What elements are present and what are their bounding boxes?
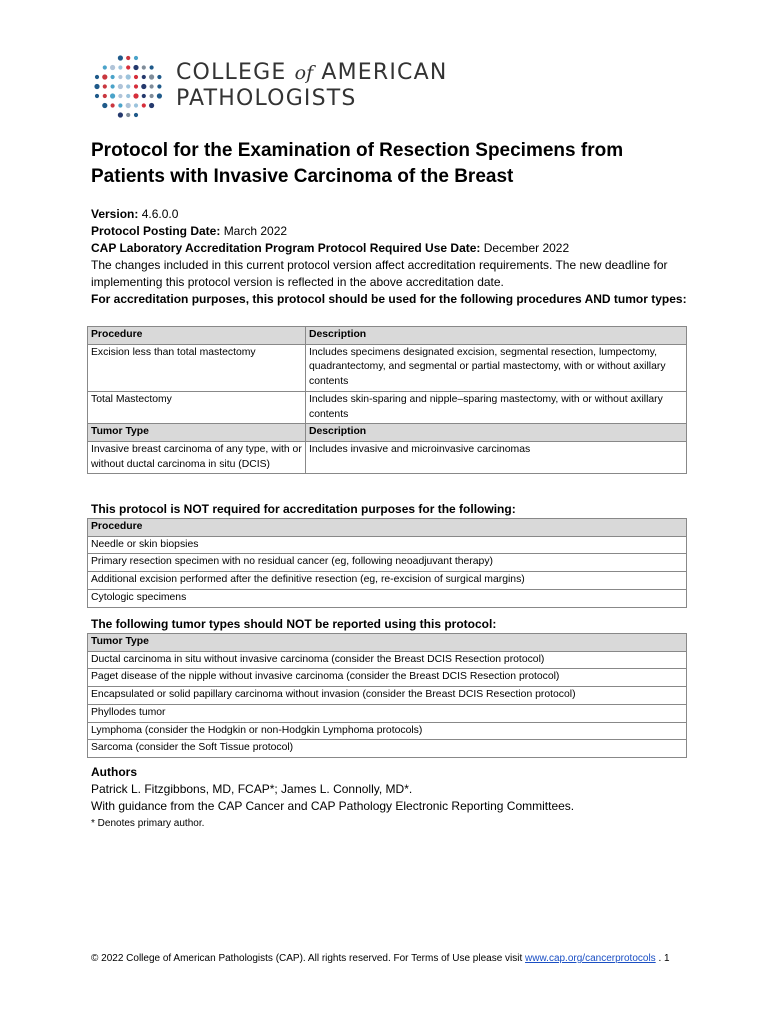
logo-dot [95, 94, 99, 98]
protocol-meta [91, 206, 691, 308]
logo-dot [118, 84, 123, 89]
table-row [88, 391, 687, 423]
page-title: Protocol for the Examination of Resection Specimens from Patients with Invasive Carcinoma of the Breast [91, 140, 624, 187]
logo-dot [142, 103, 146, 107]
logo-dot [134, 75, 138, 79]
logo-dot [150, 84, 154, 88]
procedure-cell: Needle or skin biopsies [88, 536, 687, 554]
logo-word-american: AMERICAN [321, 60, 448, 85]
logo-word-college: COLLEGE [176, 60, 287, 85]
not-required-heading: This protocol is NOT required for accreditation purposes for the following: [91, 502, 516, 516]
table-row [88, 687, 687, 705]
table-row [88, 722, 687, 740]
description-cell: Includes skin-sparing and nipple–sparing mastectomy, with or without axillary contents [306, 391, 687, 423]
changes-text: The changes included in this current protocol version affect accreditation requirements. The new deadline for implementing this protocol version is reflected in the above accreditation date. [91, 258, 668, 289]
page-number: . 1 [658, 953, 670, 964]
procedure-cell: Additional excision performed after the definitive resection (eg, re-excision of surgical margins) [88, 572, 687, 590]
logo-dot [149, 103, 154, 108]
logo-dot [134, 113, 138, 117]
column-header-description: Description [306, 327, 687, 345]
logo-dot [141, 84, 146, 89]
excluded-tumors-heading: The following tumor types should NOT be reported using this protocol: [91, 617, 497, 631]
table-row [88, 344, 687, 391]
copyright-text: © 2022 College of American Pathologists (CAP). All rights reserved. For Terms of Use please visit [91, 953, 523, 964]
table-header-row [88, 634, 687, 652]
table-row [88, 669, 687, 687]
cap-logo-icon [92, 52, 164, 122]
logo-dot [134, 84, 138, 88]
procedure-cell: Cytologic specimens [88, 589, 687, 607]
tumor-type-cell: Lymphoma (consider the Hodgkin or non-Hodgkin Lymphoma protocols) [88, 722, 687, 740]
logo-dot [126, 84, 130, 88]
excluded-tumors-table [87, 633, 687, 758]
procedure-cell: Primary resection specimen with no residual cancer (eg, following neoadjuvant therapy) [88, 554, 687, 572]
table-row [88, 589, 687, 607]
cap-logo-text [176, 60, 448, 112]
table-row [88, 572, 687, 590]
column-header-description: Description [306, 424, 687, 442]
tumor-type-cell: Paget disease of the nipple without invasive carcinoma (consider the Breast DCIS Resection protocol) [88, 669, 687, 687]
logo-dot [133, 93, 138, 98]
logo-dot [126, 74, 131, 79]
logo-dot [150, 94, 154, 98]
table-row [88, 704, 687, 722]
table-row [88, 554, 687, 572]
logo-dot [157, 84, 161, 88]
logo-dot [157, 75, 161, 79]
tumor-type-cell: Phyllodes tumor [88, 704, 687, 722]
procedure-cell: Total Mastectomy [88, 391, 306, 423]
table-header-row [88, 519, 687, 537]
logo-dot [118, 75, 122, 79]
logo-dot [95, 75, 99, 79]
logo-dot [134, 103, 138, 107]
not-required-table [87, 518, 687, 608]
description-cell: Includes specimens designated excision, segmental resection, lumpectomy, quadrantectomy, and segmental or partial mastectomy, with or without axillary contents [306, 344, 687, 391]
logo-dot [111, 75, 115, 79]
logo-dot [102, 103, 107, 108]
column-header-procedure: Procedure [88, 327, 306, 345]
logo-dot [110, 93, 115, 98]
logo-dot [126, 103, 131, 108]
logo-dot [126, 65, 130, 69]
page-footer [91, 953, 691, 964]
logo-dot [134, 56, 138, 60]
logo-dot [133, 65, 138, 70]
column-header-procedure: Procedure [88, 519, 687, 537]
procedure-cell: Excision less than total mastectomy [88, 344, 306, 391]
tumor-type-cell: Invasive breast carcinoma of any type, with or without ductal carcinoma in situ (DCIS) [88, 441, 306, 473]
table-row [88, 441, 687, 473]
logo-dot [126, 94, 130, 98]
logo-dot [149, 74, 154, 79]
column-header-tumor-type: Tumor Type [88, 424, 306, 442]
logo-dot [118, 112, 123, 117]
logo-dot [103, 84, 107, 88]
logo-dot [103, 65, 107, 69]
description-cell: Includes invasive and microinvasive carcinomas [306, 441, 687, 473]
logo-dot [142, 65, 146, 69]
author-names: Patrick L. Fitzgibbons, MD, FCAP*; James L. Connolly, MD*. [91, 782, 413, 796]
logo-dot [118, 65, 122, 69]
table-row [88, 536, 687, 554]
logo-dot [126, 113, 130, 117]
tumor-type-cell: Sarcoma (consider the Soft Tissue protocol) [88, 740, 687, 758]
logo-dot [157, 93, 162, 98]
table-header-row [88, 424, 687, 442]
logo-dot [142, 75, 146, 79]
cancer-protocols-link[interactable]: www.cap.org/cancerprotocols [525, 953, 656, 964]
tumor-type-cell: Encapsulated or solid papillary carcinoma without invasion (consider the Breast DCIS Resection protocol) [88, 687, 687, 705]
logo-dot [94, 84, 99, 89]
logo-dot [111, 84, 115, 88]
logo-dot [102, 74, 107, 79]
authors-guidance: With guidance from the CAP Cancer and CAP Pathology Electronic Reporting Committees. [91, 799, 575, 813]
logo-dot [103, 94, 107, 98]
required-procedures-table [87, 326, 687, 474]
logo-dot [118, 103, 122, 107]
version-line: Version: 4.6.0.0 [91, 207, 179, 221]
logo-word-of: of [294, 62, 314, 84]
logo-dot [118, 94, 122, 98]
logo-dot [111, 103, 115, 107]
primary-author-note: * Denotes primary author. [91, 818, 205, 829]
logo-dot [126, 56, 130, 60]
logo-dot [150, 65, 154, 69]
table-header-row [88, 327, 687, 345]
posting-date-line: Protocol Posting Date: March 2022 [91, 224, 288, 238]
table-row [88, 740, 687, 758]
table-row [88, 651, 687, 669]
column-header-tumor-type: Tumor Type [88, 634, 687, 652]
tumor-type-cell: Ductal carcinoma in situ without invasive carcinoma (consider the Breast DCIS Resection protocol) [88, 651, 687, 669]
logo-dot [142, 94, 146, 98]
logo-dot [110, 65, 115, 70]
logo-dot [118, 55, 123, 60]
logo-word-pathologists: PATHOLOGISTS [176, 86, 357, 111]
authors-heading: Authors [91, 765, 137, 779]
accreditation-purpose-text: For accreditation purposes, this protocol should be used for the following procedures AND tumor types: [91, 292, 687, 306]
required-date-line: CAP Laboratory Accreditation Program Protocol Required Use Date: December 2022 [91, 241, 570, 255]
authors-section [91, 764, 691, 832]
